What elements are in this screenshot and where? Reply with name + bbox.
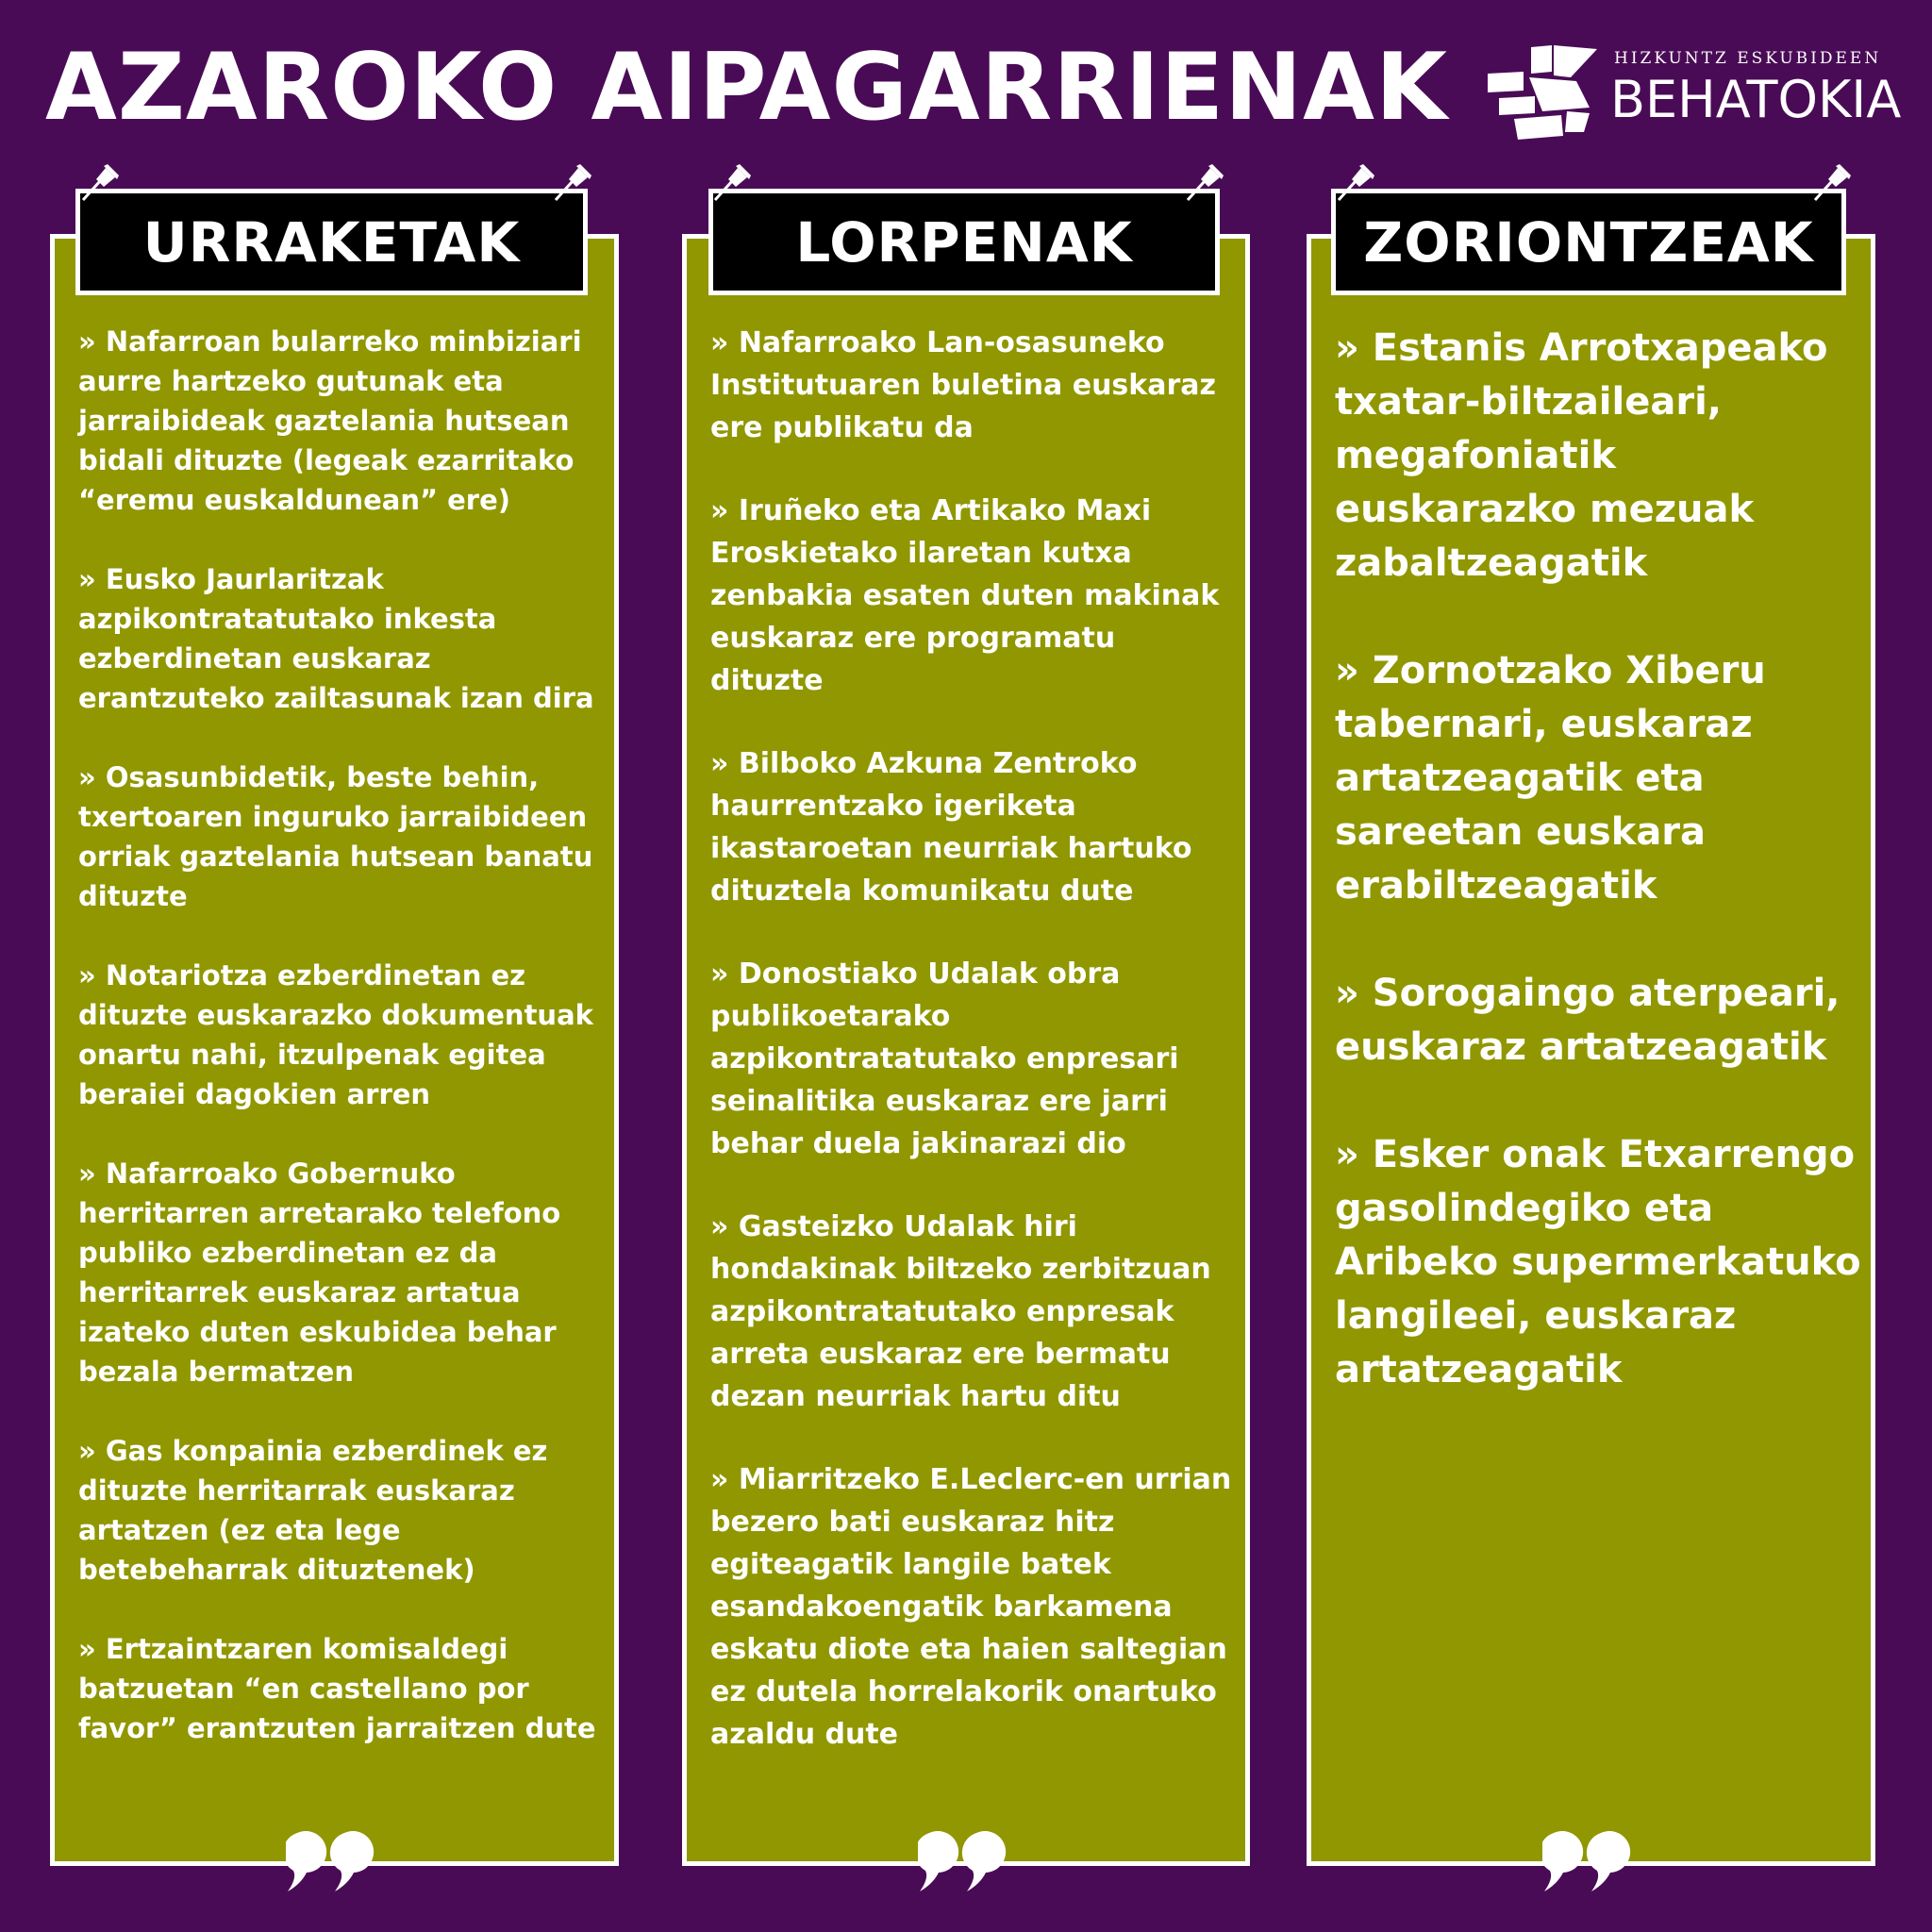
header-lorpenak: LORPENAK <box>708 189 1220 295</box>
list-item: » Zornotzako Xiberu tabernari, euskaraz artatzeagatik eta sareetan euskara erabiltzeagatik <box>1335 649 1766 908</box>
list-item: » Iruñeko eta Artikako Maxi Eroskietako ilaretan kutxa zenbakia esaten duten makinak euskaraz ere programatu dituzte <box>710 494 1220 697</box>
list-item: » Estanis Arrotxapeako txatar-biltzaileari, megafoniatik euskarazko mezuak zabaltzeagatik <box>1335 326 1828 585</box>
list-item: » Sorogaingo aterpeari, euskaraz artatzeagatik <box>1335 972 1840 1069</box>
page-title: AZAROKO AIPAGARRIENAK <box>45 34 1448 142</box>
pushpin-icon <box>1333 158 1380 206</box>
pushpin-icon <box>709 158 757 206</box>
list-item: » Donostiako Udalak obra publikoetarako azpikontratatutako enpresari seinalitika euskaraz ere jarri behar duela jakinarazi dio <box>710 958 1179 1160</box>
logo-top-text: HIZKUNTZ ESKUBIDEEN <box>1614 49 1882 68</box>
behatokia-logo <box>1486 45 1902 140</box>
urraketak-list <box>78 322 605 1788</box>
list-item: » Nafarroako Lan-osasuneko Institutuaren buletina euskaraz ere publikatu da <box>710 326 1216 444</box>
list-item: » Gasteizko Udalak hiri hondakinak biltzeko zerbitzuan azpikontratatutako enpresak arreta euskaraz ere bermatu dezan neurriak hartu ditu <box>710 1210 1211 1413</box>
behatokia-logo-mark-icon <box>1486 45 1599 140</box>
list-item: » Eusko Jaurlaritzak azpikontratatutako inkesta ezberdinetan euskaraz erantzuteko zailtasunak izan dira <box>78 563 594 714</box>
list-item: » Notariotza ezberdinetan ez dituzte euskarazko dokumentuak onartu nahi, itzulpenak egitea beraiei dagokien arren <box>78 959 593 1110</box>
list-item: » Ertzaintzaren komisaldegi batzuetan “en castellano por favor” erantzuten jarraitzen dute <box>78 1633 596 1744</box>
list-item: » Bilboko Azkuna Zentroko haurrentzako igeriketa ikastaroetan neurriak hartuko dituztela komunikatu dute <box>710 747 1192 908</box>
lorpenak-list <box>710 322 1236 1796</box>
pushpin-icon <box>1809 158 1857 206</box>
quote-mark-icon <box>286 1824 390 1899</box>
list-item: » Miarritzeko E.Leclerc-en urrian bezero bati euskaraz hitz egiteagatik langile batek esandakoengatik barkamena eskatu diote eta haien saltegian ez dutela horrelakorik onartuko azaldu dute <box>710 1463 1232 1751</box>
list-item: » Nafarroan bularreko minbiziari aurre hartzeko gutunak eta jarraibideak gaztelania hutsean bidali dituzte (legeak ezarritako “eremu euskaldunean” ere) <box>78 325 582 516</box>
list-item: » Esker onak Etxarrengo gasolindegiko eta Aribeko supermerkatuko langileei, euskaraz artatzeagatik <box>1335 1133 1861 1391</box>
list-item: » Gas konpainia ezberdinek ez dituzte herritarrak euskaraz artatzen (ez eta lege betebeharrak dituztenek) <box>78 1435 548 1586</box>
quote-mark-icon <box>1542 1824 1646 1899</box>
column-urraketak <box>50 234 619 1866</box>
zoriontzeak-list <box>1335 322 1861 1451</box>
quote-mark-icon <box>918 1824 1022 1899</box>
pushpin-icon <box>1182 158 1229 206</box>
column-zoriontzeak <box>1307 234 1875 1866</box>
pushpin-icon <box>550 158 597 206</box>
column-lorpenak <box>682 234 1250 1866</box>
logo-name: BEHATOKIA <box>1610 70 1902 129</box>
pushpin-icon <box>77 158 125 206</box>
header-zoriontzeak: ZORIONTZEAK <box>1331 189 1846 295</box>
list-item: » Osasunbidetik, beste behin, txertoaren inguruko jarraibideen orriak gaztelania hutsean banatu dituzte <box>78 761 593 912</box>
list-item: » Nafarroako Gobernuko herritarren arretarako telefono publiko ezberdinetan ez da herritarrek euskaraz artatua izateko duten eskubidea behar bezala bermatzen <box>78 1158 561 1388</box>
header-urraketak: URRAKETAK <box>75 189 588 295</box>
